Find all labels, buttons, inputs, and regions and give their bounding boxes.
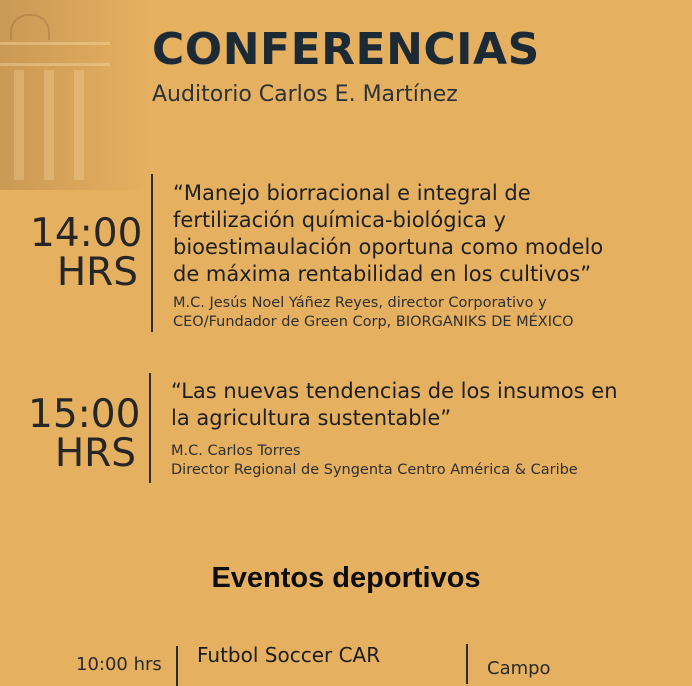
talk-time-value: 15:00 — [28, 392, 141, 437]
page-title: CONFERENCIAS — [152, 24, 540, 75]
sports-section-title: Eventos deportivos — [211, 562, 481, 594]
divider — [151, 174, 153, 332]
column — [74, 70, 84, 180]
speaker-line: CEO/Fundador de Green Corp, BIORGANIKS DE MÉXICO — [173, 314, 574, 330]
event-time: 10:00 hrs — [76, 654, 162, 675]
talk-title — [171, 378, 618, 432]
talk-title-line: “Manejo biorracional e integral de — [173, 181, 531, 205]
talk-time-value: 14:00 — [30, 211, 143, 256]
balcony-rail — [0, 42, 110, 66]
speaker-line: M.C. Carlos Torres — [171, 443, 301, 459]
talk-time-unit: HRS — [54, 431, 136, 476]
talk-title-line: de máxima rentabilidad en los cultivos” — [173, 262, 592, 286]
talk-title-line: bioestimaulación oportuna como modelo — [173, 235, 604, 259]
talk-title-line: la agricultura sustentable” — [171, 406, 452, 430]
talk-time — [30, 211, 143, 295]
talk-title-line: “Las nuevas tendencias de los insumos en — [171, 379, 618, 403]
talk-title-line: fertilización química-biológica y — [173, 208, 506, 232]
divider — [176, 646, 178, 686]
talk-time — [28, 392, 141, 476]
speaker-line: M.C. Jesús Noel Yáñez Reyes, director Corporativo y — [173, 295, 547, 311]
talk-title — [173, 180, 603, 288]
talk-speaker — [171, 442, 578, 480]
talk-speaker — [173, 294, 574, 332]
arch-shape — [10, 14, 50, 40]
column — [14, 70, 24, 180]
column — [44, 70, 54, 180]
building-photo — [0, 0, 150, 190]
speaker-line: Director Regional de Syngenta Centro América & Caribe — [171, 462, 578, 478]
event-place: Campo — [487, 658, 551, 679]
divider — [466, 644, 468, 684]
talk-time-unit: HRS — [56, 250, 138, 295]
divider — [149, 373, 151, 483]
venue-subtitle: Auditorio Carlos E. Martínez — [152, 82, 458, 107]
event-name: Futbol Soccer CAR — [197, 643, 381, 667]
